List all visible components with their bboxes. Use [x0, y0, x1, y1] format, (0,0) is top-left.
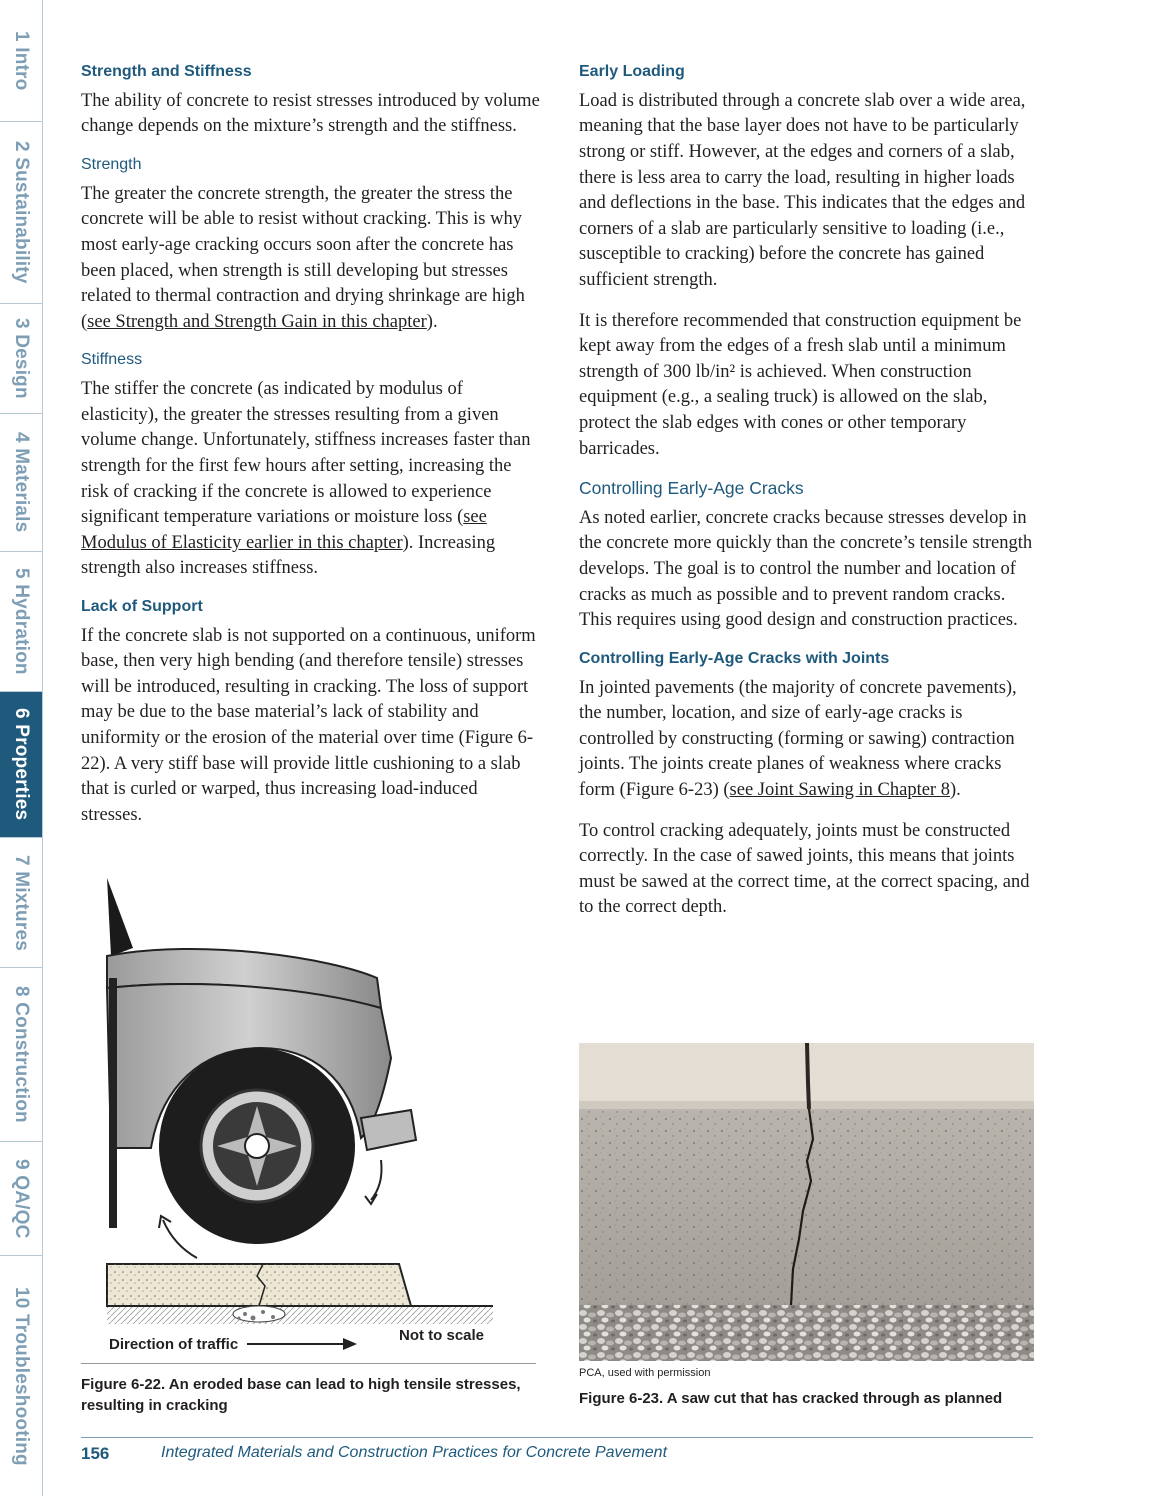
- paragraph-strength: The greater the concrete strength, the greater the stress the concrete will be able to resist without cracking. This is why most early-age cracking occurs soon after the concrete has been placed, when strength is still developing but stresses related to thermal contraction and drying shrinkage are high (see Strength and Strength Gain in this chapter).: [81, 183, 525, 332]
- base-layer: [107, 1306, 493, 1324]
- heading-controlling-early-age-cracks: Controlling Early-Age Cracks: [579, 478, 804, 499]
- tab-sustainability[interactable]: [0, 122, 42, 304]
- footer-divider: [81, 1437, 1033, 1438]
- paragraph-stiffness: The stiffer the concrete (as indicated by modulus of elasticity), the greater the stresses resulting from a given volume change. Unfortunately, stiffness increases faster than strength for the first few hours after setting, increasing the risk of cracking if the concrete is allowed to experience significant temperature variations or moisture loss (see Modulus of Elasticity earlier in this chapter). Increasing strength also increases stiffness.: [81, 379, 531, 579]
- rotation-arrow-rear: [163, 1220, 197, 1258]
- paragraph-sawed-joints: To control cracking adequately, joints must be constructed correctly. In the case of sawed joints, this means that joints must be sawed at the correct time, at the correct spacing, and to the correct depth.: [579, 820, 1030, 918]
- tab-troubleshooting[interactable]: [0, 1256, 42, 1496]
- tab-intro[interactable]: [0, 0, 42, 122]
- tab-hydration[interactable]: [0, 552, 42, 692]
- tab-materials[interactable]: [0, 414, 42, 552]
- right-column: [579, 62, 1035, 936]
- heading-lack-of-support: Lack of Support: [81, 597, 203, 615]
- tab-design[interactable]: [0, 304, 42, 414]
- tab-label: 10 Troubleshooting: [11, 1286, 32, 1466]
- left-column: [81, 62, 541, 843]
- link-modulus-elasticity[interactable]: see Modulus of Elasticity earlier in this chapter: [81, 507, 487, 553]
- direction-of-traffic-label: Direction of traffic: [109, 1336, 239, 1353]
- chapter-sidebar: [0, 0, 43, 1496]
- figure-eroded-base-illustration: [81, 878, 537, 1364]
- tab-label: 2 Sustainability: [11, 141, 32, 284]
- footer-title: Integrated Materials and Construction Practices for Concrete Pavement: [161, 1444, 668, 1461]
- figure-6-22-caption: Figure 6-22. An eroded base can lead to high tensile stresses, resulting in cracking: [81, 1376, 521, 1414]
- paragraph-joints: In jointed pavements (the majority of concrete pavements), the number, location, and size of early-age cracks is controlled by constructing (forming or sawing) contraction joints. The joints create planes of weakness where cracks form (Figure 6-23) (see Joint Sawing in Chapter 8).: [579, 677, 1017, 800]
- figure-6-23-caption: Figure 6-23. A saw cut that has cracked through as planned: [579, 1390, 1003, 1407]
- heading-strength-stiffness: Strength and Stiffness: [81, 63, 252, 80]
- tab-label: 4 Materials: [11, 432, 32, 533]
- heading-stiffness: Stiffness: [81, 351, 143, 369]
- figure-divider: [81, 1363, 536, 1364]
- tab-label: 5 Hydration: [11, 568, 32, 675]
- vehicle-frame: [109, 978, 117, 1228]
- paragraph-lack-of-support: If the concrete slab is not supported on a continuous, uniform base, then very high bending (and therefore tensile) stresses will be introduced, resulting in cracking. The loss of support may be due to the base material’s lack of stability and uniformity or the erosion of the material over time (Figure 6-22). A very stiff base will provide little cushioning to a slab that is curled or warped, thus increasing load-induced stresses.: [81, 625, 536, 825]
- tab-label: 7 Mixtures: [11, 854, 32, 951]
- tab-label: 6 Properties: [11, 708, 32, 821]
- tab-label: 8 Construction: [11, 986, 32, 1123]
- eroded-void: [233, 1306, 285, 1322]
- tab-qaqc[interactable]: [0, 1142, 42, 1256]
- heading-cracks-with-joints: Controlling Early-Age Cracks with Joints: [579, 649, 890, 667]
- tab-mixtures[interactable]: [0, 838, 42, 968]
- not-to-scale-label: Not to scale: [399, 1327, 485, 1344]
- tab-label: 3 Design: [11, 318, 32, 399]
- page-number: 156: [81, 1444, 110, 1463]
- link-strength-gain[interactable]: see Strength and Strength Gain in this chapter: [87, 311, 427, 332]
- link-joint-sawing[interactable]: see Joint Sawing in Chapter 8: [729, 780, 950, 800]
- tab-label: 9 QA/QC: [11, 1158, 32, 1239]
- vehicle-bumper: [361, 1110, 416, 1150]
- tab-properties[interactable]: [0, 692, 42, 838]
- heading-strength: Strength: [81, 155, 142, 173]
- heading-early-loading: Early Loading: [579, 63, 685, 80]
- paragraph-strength-stiffness: The ability of concrete to resist stresses introduced by volume change depends on the mixture’s strength and the stiffness.: [81, 90, 540, 137]
- paragraph-controlling: As noted earlier, concrete cracks because stresses develop in the concrete more quickly than the concrete’s tensile strength develops. The goal is to control the number and location of cracks as much as possible and to prevent random cracks. This requires using good design and construction practices.: [579, 507, 1033, 631]
- saw-cut: [807, 1043, 809, 1109]
- tab-label: 1 Intro: [11, 30, 32, 91]
- paragraph-early-loading-1: Load is distributed through a concrete slab over a wide area, meaning that the base layer does not have to be particularly strong or stiff. However, at the edges and corners of a slab, there is less area to carry the load, resulting in higher loads and deflections in the base. This indicates that the edges and corners of a slab are particularly sensitive to loading (i.e., susceptible to cracking) before the concrete has gained sufficient strength.: [579, 90, 1026, 290]
- paragraph-early-loading-2: It is therefore recommended that construction equipment be kept away from the edges of a fresh slab until a minimum strength of 300 lb/in² is achieved. When construction equipment (e.g., a sealing truck) is allowed on the slab, protect the slab edges with cones or other temporary barricades.: [579, 310, 1022, 459]
- figure-saw-cut-crack-photo: [579, 1043, 1034, 1361]
- gravel-base: [579, 1305, 1034, 1361]
- photo-credit: PCA, used with permission: [579, 1367, 711, 1379]
- tab-construction[interactable]: [0, 968, 42, 1142]
- vehicle-windshield: [107, 878, 133, 956]
